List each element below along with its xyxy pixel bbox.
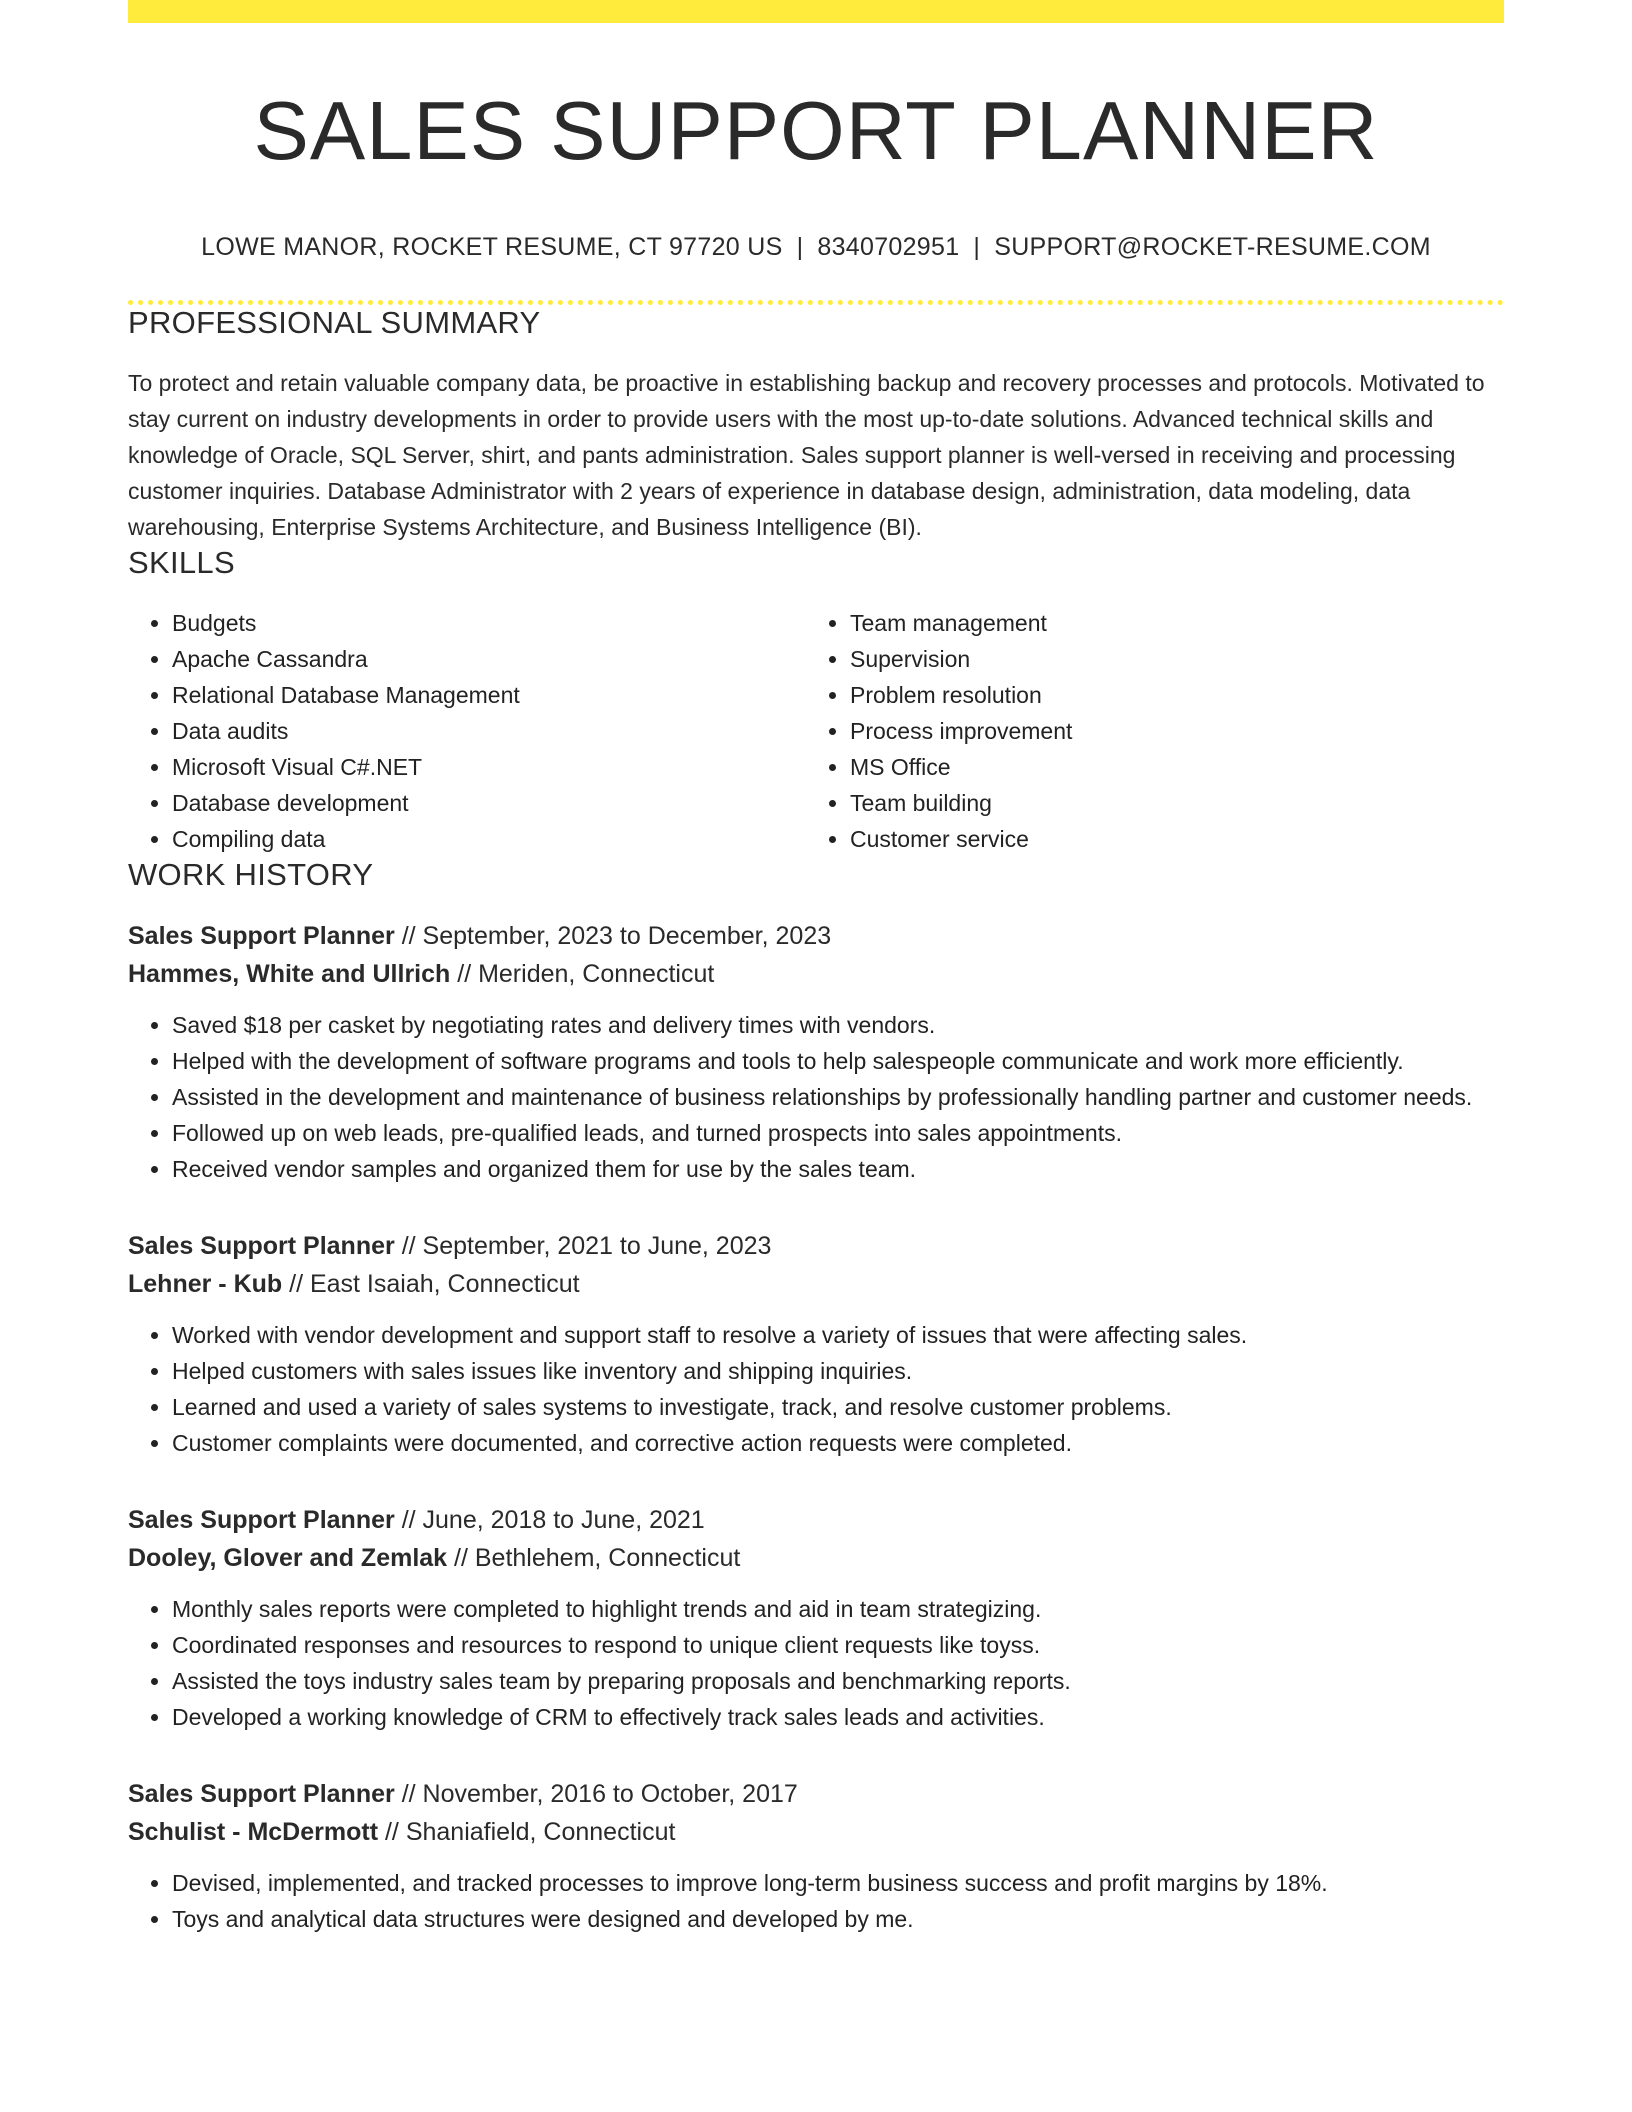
contact-address: LOWE MANOR, ROCKET RESUME, CT 97720 US [201, 232, 783, 261]
job-bullet: • Helped customers with sales issues like inventory and shipping inquiries. [172, 1353, 1504, 1389]
job-dates: // September, 2021 to June, 2023 [394, 1231, 772, 1260]
work-history-heading: WORK HISTORY [128, 856, 374, 892]
job-bullet: • Toys and analytical data structures were designed and developed by me. [172, 1901, 1504, 1937]
job-entry [128, 917, 1504, 1187]
skill-item: • MS Office [850, 749, 1484, 785]
job-title-line [128, 1227, 1504, 1265]
job-dates: // June, 2018 to June, 2021 [394, 1505, 705, 1534]
job-entry [128, 1501, 1504, 1735]
job-bullets [128, 1317, 1504, 1461]
job-title-line [128, 1775, 1504, 1813]
job-company: Dooley, Glover and Zemlak [128, 1543, 448, 1572]
job-entry [128, 1227, 1504, 1461]
skill-item: • Compiling data [172, 821, 806, 857]
job-company-line [128, 955, 1504, 993]
skills-list-right [806, 605, 1484, 857]
job-company: Schulist - McDermott [128, 1817, 379, 1846]
skill-item: • Apache Cassandra [172, 641, 806, 677]
skill-item: • Relational Database Management [172, 677, 806, 713]
job-dates: // November, 2016 to October, 2017 [394, 1779, 798, 1808]
skill-item: • Data audits [172, 713, 806, 749]
job-entry [128, 1775, 1504, 1937]
skill-item: • Customer service [850, 821, 1484, 857]
skill-item: • Microsoft Visual C#.NET [172, 749, 806, 785]
skills-list-left [128, 605, 806, 857]
job-location: // East Isaiah, Connecticut [282, 1269, 580, 1298]
resume-content [128, 0, 1504, 1937]
job-bullet: • Assisted in the development and maintenance of business relationships by professionally handling partner and customer needs. [172, 1079, 1504, 1115]
job-role: Sales Support Planner [128, 1779, 395, 1808]
job-bullet: • Customer complaints were documented, and corrective action requests were completed. [172, 1425, 1504, 1461]
job-bullet: • Saved $18 per casket by negotiating rates and delivery times with vendors. [172, 1007, 1504, 1043]
resume-name: SALES SUPPORT PLANNER [253, 84, 1379, 177]
job-title-line [128, 1501, 1504, 1539]
job-title-line [128, 917, 1504, 955]
job-bullets [128, 1007, 1504, 1187]
job-bullets [128, 1591, 1504, 1735]
skill-item: • Problem resolution [850, 677, 1484, 713]
job-dates: // September, 2023 to December, 2023 [394, 921, 832, 950]
job-role: Sales Support Planner [128, 921, 395, 950]
summary-text: To protect and retain valuable company data, be proactive in establishing backup and recovery processes and protocols. Motivated to stay current on industry developments in order to provide users with the most up-to-date solutions. Advanced technical skills and knowledge of Oracle, SQL Server, shirt, and pants administration. Sales support planner is well-versed in receiving and processing customer inquiries. Database Administrator with 2 years of experience in database design, administration, data modeling, data warehousing, Enterprise Systems Architecture, and Business Intelligence (BI). [128, 369, 1485, 540]
skills-heading: SKILLS [128, 544, 235, 580]
job-bullet: • Received vendor samples and organized them for use by the sales team. [172, 1151, 1504, 1187]
job-company: Lehner - Kub [128, 1269, 283, 1298]
job-bullet: • Monthly sales reports were completed to highlight trends and aid in team strategizing. [172, 1591, 1504, 1627]
job-company-line [128, 1539, 1504, 1577]
skill-item: • Process improvement [850, 713, 1484, 749]
job-bullet: • Learned and used a variety of sales systems to investigate, track, and resolve customer problems. [172, 1389, 1504, 1425]
job-location: // Bethlehem, Connecticut [447, 1543, 741, 1572]
contact-separator: | [796, 232, 804, 261]
contact-line [128, 233, 1504, 262]
skill-item: • Team management [850, 605, 1484, 641]
job-company-line [128, 1813, 1504, 1851]
job-company: Hammes, White and Ullrich [128, 959, 451, 988]
job-bullets [128, 1865, 1504, 1937]
accent-bar [128, 0, 1504, 23]
skill-item: • Database development [172, 785, 806, 821]
job-bullet: • Helped with the development of software programs and tools to help salespeople communicate and work more efficiently. [172, 1043, 1504, 1079]
job-role: Sales Support Planner [128, 1231, 395, 1260]
job-role: Sales Support Planner [128, 1505, 395, 1534]
skill-item: • Budgets [172, 605, 806, 641]
skill-item: • Supervision [850, 641, 1484, 677]
job-bullet: • Worked with vendor development and support staff to resolve a variety of issues that were affecting sales. [172, 1317, 1504, 1353]
job-location: // Meriden, Connecticut [450, 959, 715, 988]
contact-email: SUPPORT@ROCKET-RESUME.COM [994, 232, 1431, 261]
job-location: // Shaniafield, Connecticut [378, 1817, 676, 1846]
skills-columns [128, 605, 1504, 857]
job-bullet: • Devised, implemented, and tracked processes to improve long-term business success and profit margins by 18%. [172, 1865, 1504, 1901]
job-company-line [128, 1265, 1504, 1303]
work-history-list [128, 917, 1504, 1937]
skill-item: • Team building [850, 785, 1484, 821]
contact-separator: | [973, 232, 981, 261]
summary-heading: PROFESSIONAL SUMMARY [128, 304, 541, 340]
contact-phone: 8340702951 [817, 232, 960, 261]
job-bullet: • Followed up on web leads, pre-qualified leads, and turned prospects into sales appointments. [172, 1115, 1504, 1151]
job-bullet: • Assisted the toys industry sales team by preparing proposals and benchmarking reports. [172, 1663, 1504, 1699]
job-bullet: • Developed a working knowledge of CRM to effectively track sales leads and activities. [172, 1699, 1504, 1735]
job-bullet: • Coordinated responses and resources to respond to unique client requests like toyss. [172, 1627, 1504, 1663]
